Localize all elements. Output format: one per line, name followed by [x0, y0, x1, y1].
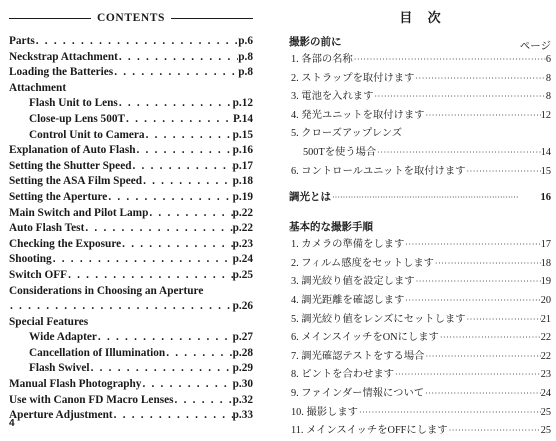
- toc-entry: [9, 393, 253, 409]
- dot-leader: [465, 163, 540, 182]
- entry-title: 10. 撮影します: [291, 406, 358, 418]
- toc-entry: [9, 50, 253, 66]
- entry-title: 4. 発光ユニットを取付けます: [291, 109, 425, 121]
- entry-page: p.6: [238, 35, 253, 47]
- toc-entry: [289, 385, 551, 404]
- dot-leader: [358, 404, 541, 423]
- entry-title: Shooting: [9, 253, 52, 266]
- toc-entry: [9, 268, 253, 284]
- toc-entry: [9, 284, 253, 300]
- entry-title: Flash Swivel: [29, 362, 90, 375]
- toc-entry: [9, 252, 253, 268]
- entry-page: p.24: [232, 253, 253, 266]
- toc-entry: [289, 70, 551, 89]
- toc-entry: [289, 422, 551, 441]
- japanese-title: 目 次: [399, 10, 447, 25]
- dot-leader: [174, 393, 233, 409]
- section-page: 16: [540, 192, 551, 204]
- section-title: 撮影の前に: [289, 37, 342, 48]
- entry-title: Close-up Lens 500T: [29, 112, 126, 125]
- toc-entry: [9, 96, 253, 112]
- toc-entry: [289, 107, 551, 126]
- entry-title: Checking the Exposure: [9, 237, 122, 250]
- entry-page: 21: [540, 313, 551, 325]
- contents-label: CONTENTS: [96, 12, 166, 24]
- entry-title: Aperture Adjustment: [9, 409, 113, 422]
- dot-leader: [353, 51, 546, 70]
- dot-leader: [90, 361, 233, 377]
- japanese-section-basic-procedure: [289, 219, 551, 236]
- page-column-label: ページ: [519, 41, 551, 52]
- entry-page: 8: [545, 91, 551, 103]
- entry-page: 15: [540, 165, 551, 177]
- entry-page: 14: [540, 146, 551, 158]
- entry-page: p.23: [232, 237, 253, 250]
- dot-leader: [465, 311, 540, 330]
- entry-title: 5. 調光絞り値をレンズにセットします: [291, 313, 466, 325]
- entry-page: p.22: [232, 206, 253, 219]
- contents-header: [9, 8, 253, 28]
- entry-page: p.8: [238, 66, 253, 79]
- toc-entry: [289, 144, 551, 163]
- toc-entry: [9, 330, 253, 346]
- entry-title: Loading the Batteries: [9, 66, 114, 79]
- entry-page: p.17: [232, 159, 253, 172]
- entry-title: Cancellation of Illumination: [29, 346, 166, 359]
- dot-leader: [67, 268, 233, 284]
- toc-entry: [9, 221, 253, 237]
- dot-leader: [113, 65, 238, 81]
- toc-entry: [9, 159, 253, 175]
- entry-title: 3. 調光絞り値を設定します: [291, 276, 415, 288]
- toc-entry: [9, 128, 253, 144]
- dot-leader: [394, 366, 541, 385]
- entry-page: 22: [540, 332, 551, 344]
- toc-entry: [289, 292, 551, 311]
- dot-leader: [404, 292, 540, 311]
- toc-entry: [9, 237, 253, 253]
- dot-leader: [97, 330, 233, 346]
- entry-title: Explanation of Auto Flash: [9, 144, 136, 157]
- toc-entry: [289, 348, 551, 367]
- entry-page: p.33: [232, 409, 253, 422]
- entry-page: p.16: [232, 144, 253, 157]
- entry-page: 20: [540, 294, 551, 306]
- entry-page: 8: [545, 72, 551, 84]
- dot-leader: [424, 385, 541, 404]
- entry-page: 12: [540, 109, 551, 121]
- entry-title: Manual Flash Photography: [9, 378, 142, 391]
- dot-leader: [414, 70, 545, 89]
- japanese-section-before-shooting: [289, 34, 551, 51]
- entry-title: 500Tを使う場合: [303, 146, 377, 158]
- entry-title: Neckstrap Attachment: [9, 50, 118, 63]
- dot-leader: [415, 273, 541, 292]
- english-entry-list: [9, 34, 253, 424]
- toc-entry: [9, 346, 253, 362]
- dot-leader: [165, 346, 232, 362]
- entry-page: p.30: [232, 378, 253, 391]
- toc-entry: [9, 361, 253, 377]
- entry-title: Wide Adapter: [29, 331, 97, 344]
- entry-title: 5. クローズアップレンズ: [291, 128, 403, 140]
- entry-page: p.26: [232, 300, 253, 313]
- entry-title: 4. 調光距離を確認します: [291, 294, 405, 306]
- entry-title: Control Unit to Camera: [29, 128, 145, 141]
- entry-page: 18: [540, 257, 551, 269]
- japanese-entry-list-3: [289, 236, 551, 441]
- toc-entry: [289, 236, 551, 255]
- entry-title: 9. ファインダー情報について: [291, 387, 425, 399]
- toc-entry: [289, 51, 551, 70]
- entry-title: 1. 各部の名称: [291, 54, 353, 65]
- entry-page: 22: [540, 350, 551, 362]
- entry-page: p.8: [238, 50, 253, 63]
- dot-leader: [439, 329, 541, 348]
- entry-page: p.12: [232, 97, 253, 110]
- japanese-section-auto-flash: [289, 189, 551, 207]
- entry-page: p.28: [232, 346, 253, 359]
- page-number: 4: [9, 418, 15, 429]
- toc-entry: [289, 125, 551, 144]
- entry-title: 2. フィルム感度をセットします: [291, 257, 434, 269]
- dot-leader: [52, 252, 233, 268]
- toc-entry: [9, 299, 253, 315]
- toc-entry: [289, 404, 551, 423]
- english-contents: [9, 8, 253, 424]
- dot-leader: [35, 34, 239, 50]
- entry-title: Setting the ASA Film Speed: [9, 175, 143, 188]
- dot-leader: [84, 221, 232, 237]
- dot-leader: [141, 377, 232, 393]
- entry-title: 8. ピントを合わせます: [291, 369, 394, 381]
- dot-leader: [107, 190, 232, 206]
- entry-page: p.15: [232, 128, 253, 141]
- entry-page: P.14: [233, 112, 253, 125]
- dot-leader: [121, 237, 232, 253]
- entry-title: Special Features: [9, 315, 89, 328]
- header-rule-left: [9, 18, 91, 19]
- dot-leader: [113, 408, 233, 424]
- entry-title: Attachment: [9, 81, 67, 94]
- entry-page: p.25: [232, 268, 253, 281]
- toc-entry: [289, 273, 551, 292]
- dot-leader: [434, 255, 541, 274]
- entry-title: Main Switch and Pilot Lamp: [9, 206, 149, 219]
- dot-leader: [376, 144, 540, 163]
- entry-title: 11. メインスイッチをOFFにします: [291, 425, 448, 437]
- entry-title: Switch OFF: [9, 268, 68, 281]
- toc-entry: [9, 81, 253, 97]
- dot-leader: [118, 96, 233, 112]
- section-title: 基本的な撮影手順: [289, 222, 373, 234]
- entry-title: Auto Flash Test: [9, 222, 85, 235]
- toc-entry: [9, 174, 253, 190]
- japanese-contents: [289, 8, 551, 441]
- entry-title: Use with Canon FD Macro Lenses: [9, 393, 174, 406]
- dot-leader: [142, 174, 233, 190]
- toc-entry: [9, 65, 253, 81]
- dot-leader: [424, 348, 540, 367]
- entry-title: 7. 調光確認テストをする場合: [291, 350, 425, 362]
- entry-title: 3. 電池を入れます: [291, 91, 374, 103]
- entry-title: Setting the Shutter Speed: [9, 159, 132, 172]
- entry-page: 25: [540, 425, 551, 437]
- header-rule-right: [171, 18, 253, 19]
- entry-page: 24: [540, 387, 551, 399]
- entry-title: 6. コントロールユニットを取付けます: [291, 165, 466, 177]
- toc-entry: [9, 34, 253, 50]
- toc-entry: [9, 112, 253, 128]
- entry-page: p.18: [232, 175, 253, 188]
- entry-page: 25: [540, 406, 551, 418]
- entry-page: 19: [540, 276, 551, 288]
- entry-page: p.27: [232, 331, 253, 344]
- entry-page: 17: [540, 239, 551, 251]
- entry-title: Parts: [9, 35, 35, 47]
- toc-entry: [289, 329, 551, 348]
- dot-leader: [424, 107, 540, 126]
- toc-entry: [289, 88, 551, 107]
- toc-entry: [9, 377, 253, 393]
- entry-page: p.32: [232, 393, 253, 406]
- entry-page: 6: [545, 54, 551, 65]
- dot-leader: [331, 189, 541, 207]
- entry-title: Setting the Aperture: [9, 190, 108, 203]
- dot-leader: [9, 299, 233, 315]
- dot-leader: [145, 128, 233, 144]
- toc-entry: [289, 163, 551, 182]
- entry-title: 2. ストラップを取付けます: [291, 72, 415, 84]
- dot-leader: [132, 159, 233, 175]
- japanese-entry-list-1: [289, 51, 551, 181]
- toc-entry: [9, 315, 253, 331]
- entry-page: 23: [540, 369, 551, 381]
- entry-page: p.22: [232, 222, 253, 235]
- dot-leader: [448, 422, 541, 441]
- toc-entry: [9, 143, 253, 159]
- dot-leader: [118, 50, 238, 66]
- entry-title: Flash Unit to Lens: [29, 97, 118, 110]
- toc-entry: [9, 190, 253, 206]
- entry-title: 1. カメラの準備をします: [291, 239, 405, 251]
- entry-title: Considerations in Choosing an Aperture: [9, 284, 204, 297]
- entry-page: p.19: [232, 190, 253, 203]
- dot-leader: [404, 236, 540, 255]
- dot-leader: [148, 206, 232, 222]
- toc-entry: [9, 206, 253, 222]
- dot-leader: [136, 143, 233, 159]
- dot-leader: [125, 112, 233, 128]
- dot-leader: [373, 88, 545, 107]
- section-title: 調光とは: [289, 192, 331, 204]
- entry-page: p.29: [232, 362, 253, 375]
- toc-entry: [289, 255, 551, 274]
- entry-title: 6. メインスイッチをONにします: [291, 332, 439, 344]
- toc-entry: [289, 366, 551, 385]
- toc-entry: [289, 311, 551, 330]
- toc-entry: [9, 408, 253, 424]
